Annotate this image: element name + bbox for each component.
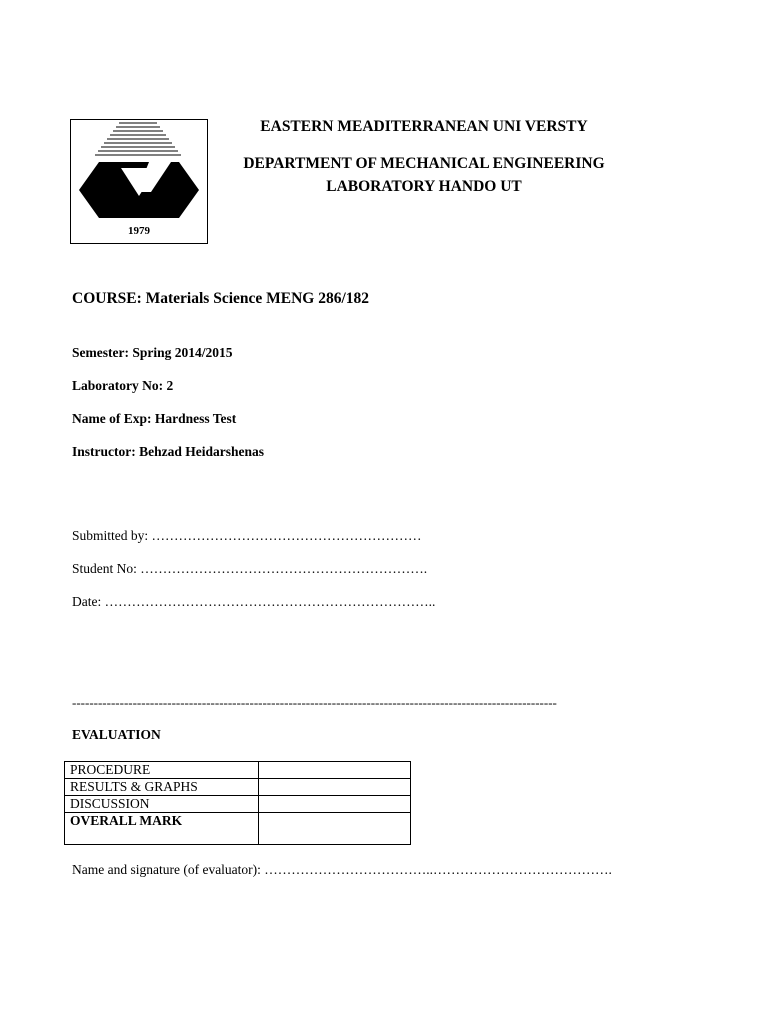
course-line: COURSE: Materials Science MENG 286/182 xyxy=(72,290,370,307)
lab-number-line: Laboratory No: 2 xyxy=(72,378,174,393)
evaluation-table xyxy=(64,761,411,845)
logo-year: 1979 xyxy=(128,225,150,237)
row-value-results xyxy=(259,779,411,796)
date-field: Date: ……………………………………………………………….. xyxy=(72,594,436,609)
evaluator-signature-field: Name and signature (of evaluator): ………………………………..…………………………………. xyxy=(72,862,612,877)
row-label-overall: OVERALL MARK xyxy=(65,813,259,845)
student-number-field: Student No: ………………………………………………………. xyxy=(72,561,428,576)
semester-line: Semester: Spring 2014/2015 xyxy=(72,345,233,360)
submitted-by-field: Submitted by: …………………………………………………… xyxy=(72,528,422,543)
table-row xyxy=(65,796,411,813)
instructor-line: Instructor: Behzad Heidarshenas xyxy=(72,444,264,459)
separator-line: ---------------------------------------------------------------------------------------------------------------- xyxy=(72,695,557,710)
department-name: DEPARTMENT OF MECHANICAL ENGINEERING xyxy=(243,155,605,172)
table-row xyxy=(65,762,411,779)
table-row xyxy=(65,813,411,845)
university-name: EASTERN MEADITERRANEAN UNI VERSTY xyxy=(260,118,588,135)
row-value-overall xyxy=(259,813,411,845)
table-row xyxy=(65,779,411,796)
row-label-procedure: PROCEDURE xyxy=(65,762,259,779)
row-value-discussion xyxy=(259,796,411,813)
handout-title: LABORATORY HANDO UT xyxy=(326,178,522,195)
row-label-results: RESULTS & GRAPHS xyxy=(65,779,259,796)
experiment-name-line: Name of Exp: Hardness Test xyxy=(72,411,237,426)
evaluation-title: EVALUATION xyxy=(72,727,161,742)
row-value-procedure xyxy=(259,762,411,779)
row-label-discussion: DISCUSSION xyxy=(65,796,259,813)
